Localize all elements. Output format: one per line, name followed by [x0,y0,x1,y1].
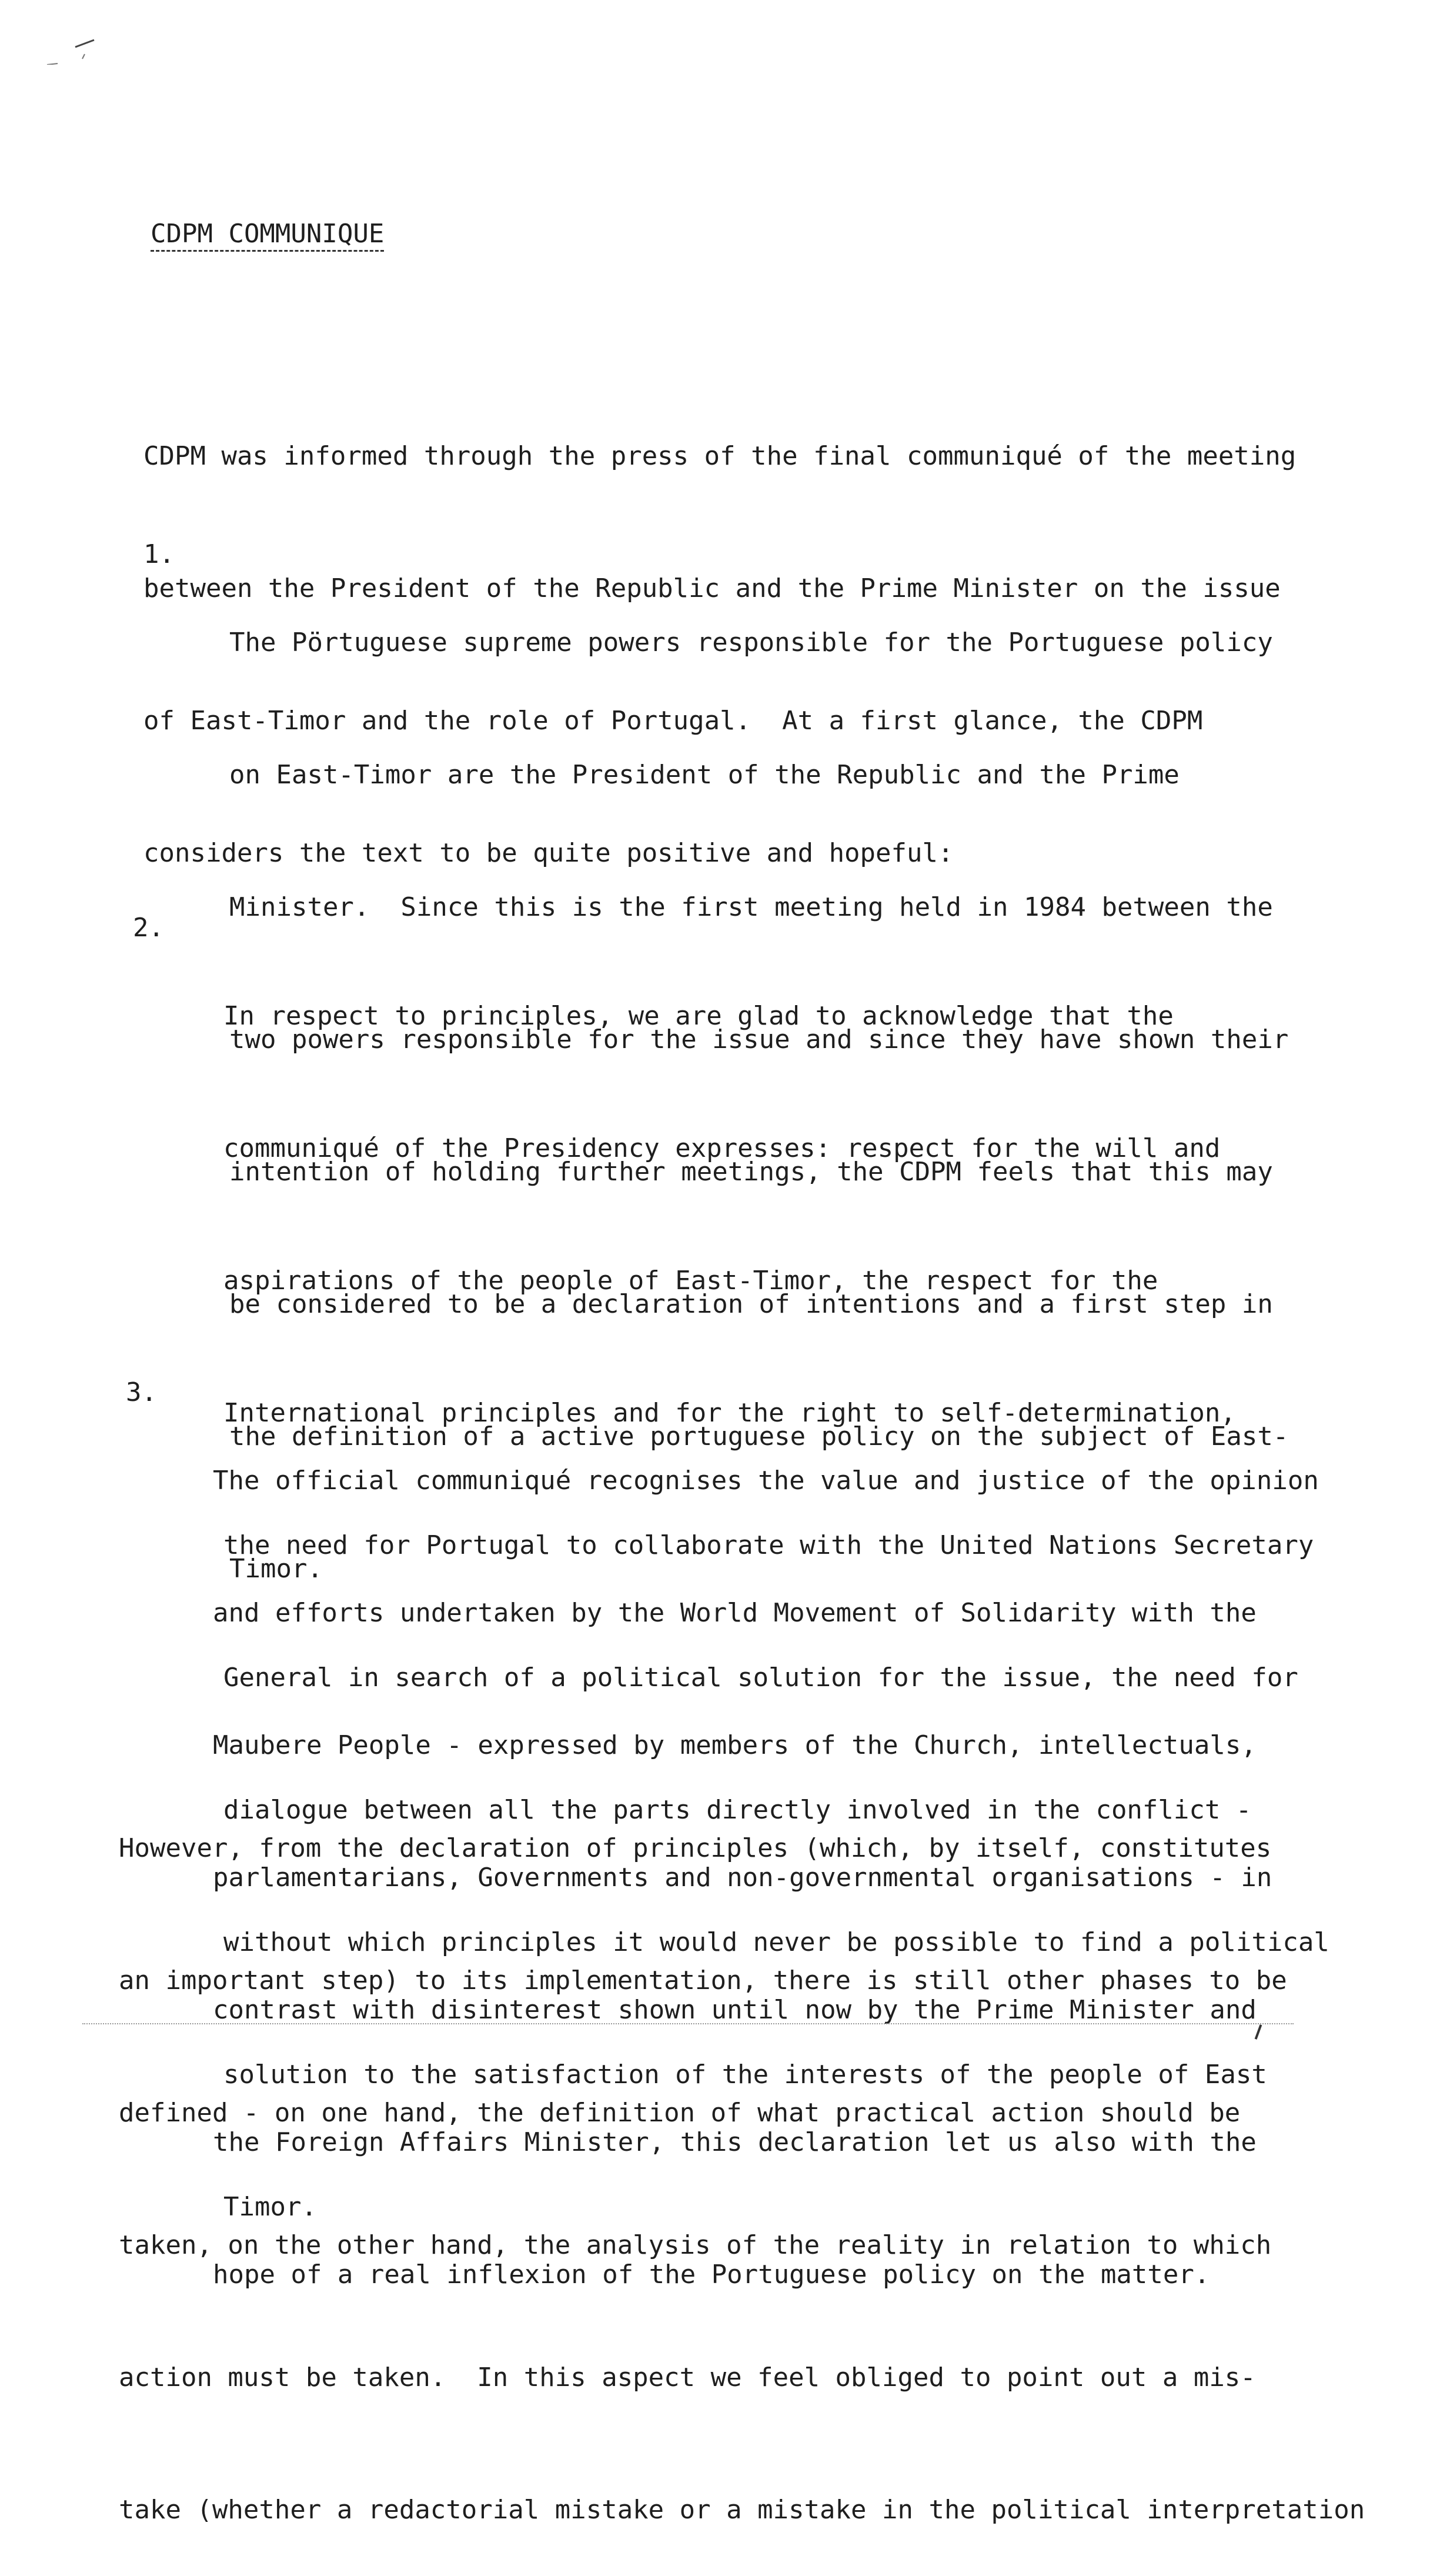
item-number: 2. [133,913,164,943]
text-line: two powers responsible for the issue and since they have shown their [229,1025,1289,1055]
text-line: The Pörtuguese supreme powers responsible for the Portuguese policy [229,628,1273,658]
text-line: defined - on one hand, the definition of what practical action should be [119,2098,1241,2128]
text-line: action must be taken. In this aspect we feel obliged to point out a mis- [119,2363,1256,2393]
text-line: hope of a real inflexion of the Portuguese policy on the matter. [213,2260,1210,2290]
text-line: dialogue between all the parts directly involved in the conflict - [223,1795,1252,1825]
text-line: aspirations of the people of East-Timor, the respect for the [223,1266,1158,1296]
document-title: CDPM COMMUNIQUE [151,219,384,252]
text-line: parlamentarians, Governments and non-governmental organisations - in [213,1863,1272,1893]
text-line: Maubere People - expressed by members of the Church, intellectuals, [213,1730,1257,1760]
pen-scratch-mark [24,18,118,65]
text-line: considers the text to be quite positive and hopeful: [143,838,954,868]
text-line: In respect to principles, we are glad to acknowledge that the [223,1001,1174,1031]
text-line: CDPM was informed through the press of the final communiqué of the meeting [143,441,1297,471]
text-line: and efforts undertaken by the World Movement of Solidarity with the [213,1598,1257,1628]
text-line: take (whether a redactorial mistake or a mistake in the political interpretation [119,2495,1365,2525]
text-line: taken, on the other hand, the analysis of the reality in relation to which [119,2230,1272,2260]
text-line: without which principles it would never be possible to find a political [223,1927,1329,1957]
text-line: Timor. [229,1554,323,1584]
text-line: of East-Timor and the role of Portugal. At a first glance, the CDPM [143,706,1203,736]
text-line: the definition of a active portuguese policy on the subject of East- [229,1422,1289,1451]
text-line: the need for Portugal to collaborate with the United Nations Secretary [223,1530,1314,1560]
text-line: Timor. [223,2192,317,2222]
text-line: Minister. Since this is the first meeting held in 1984 between the [229,892,1273,922]
text-line: However, from the declaration of principles (which, by itself, constitutes [119,1833,1272,1863]
text-line: International principles and for the right to self-determination, [223,1398,1236,1428]
text-line: The official communiqué recognises the value and justice of the opinion [213,1466,1319,1496]
text-line: communiqué of the Presidency expresses: respect for the will and [223,1133,1221,1163]
text-line: the Foreign Affairs Minister, this declaration let us also with the [213,2127,1257,2157]
text-line: on East-Timor are the President of the Republic and the Prime [229,760,1180,790]
text-line: intention of holding further meetings, the CDPM feels that this may [229,1157,1273,1187]
page-bottom-edge [82,2023,1294,2024]
text-line: solution to the satisfaction of the interests of the people of East [223,2060,1267,2090]
text-line: be considered to be a declaration of intentions and a first step in [229,1289,1273,1319]
item-number: 1. [143,539,175,569]
closing-paragraph [119,1738,1365,2576]
text-line: an important step) to its implementation, there is still other phases to be [119,1966,1287,1996]
text-line: between the President of the Republic and the Prime Minister on the issue [143,573,1281,603]
text-line: contrast with disinterest shown until now by the Prime Minister and [213,1995,1257,2025]
text-line: General in search of a political solution for the issue, the need for [223,1663,1298,1693]
item-number: 3. [126,1377,157,1407]
